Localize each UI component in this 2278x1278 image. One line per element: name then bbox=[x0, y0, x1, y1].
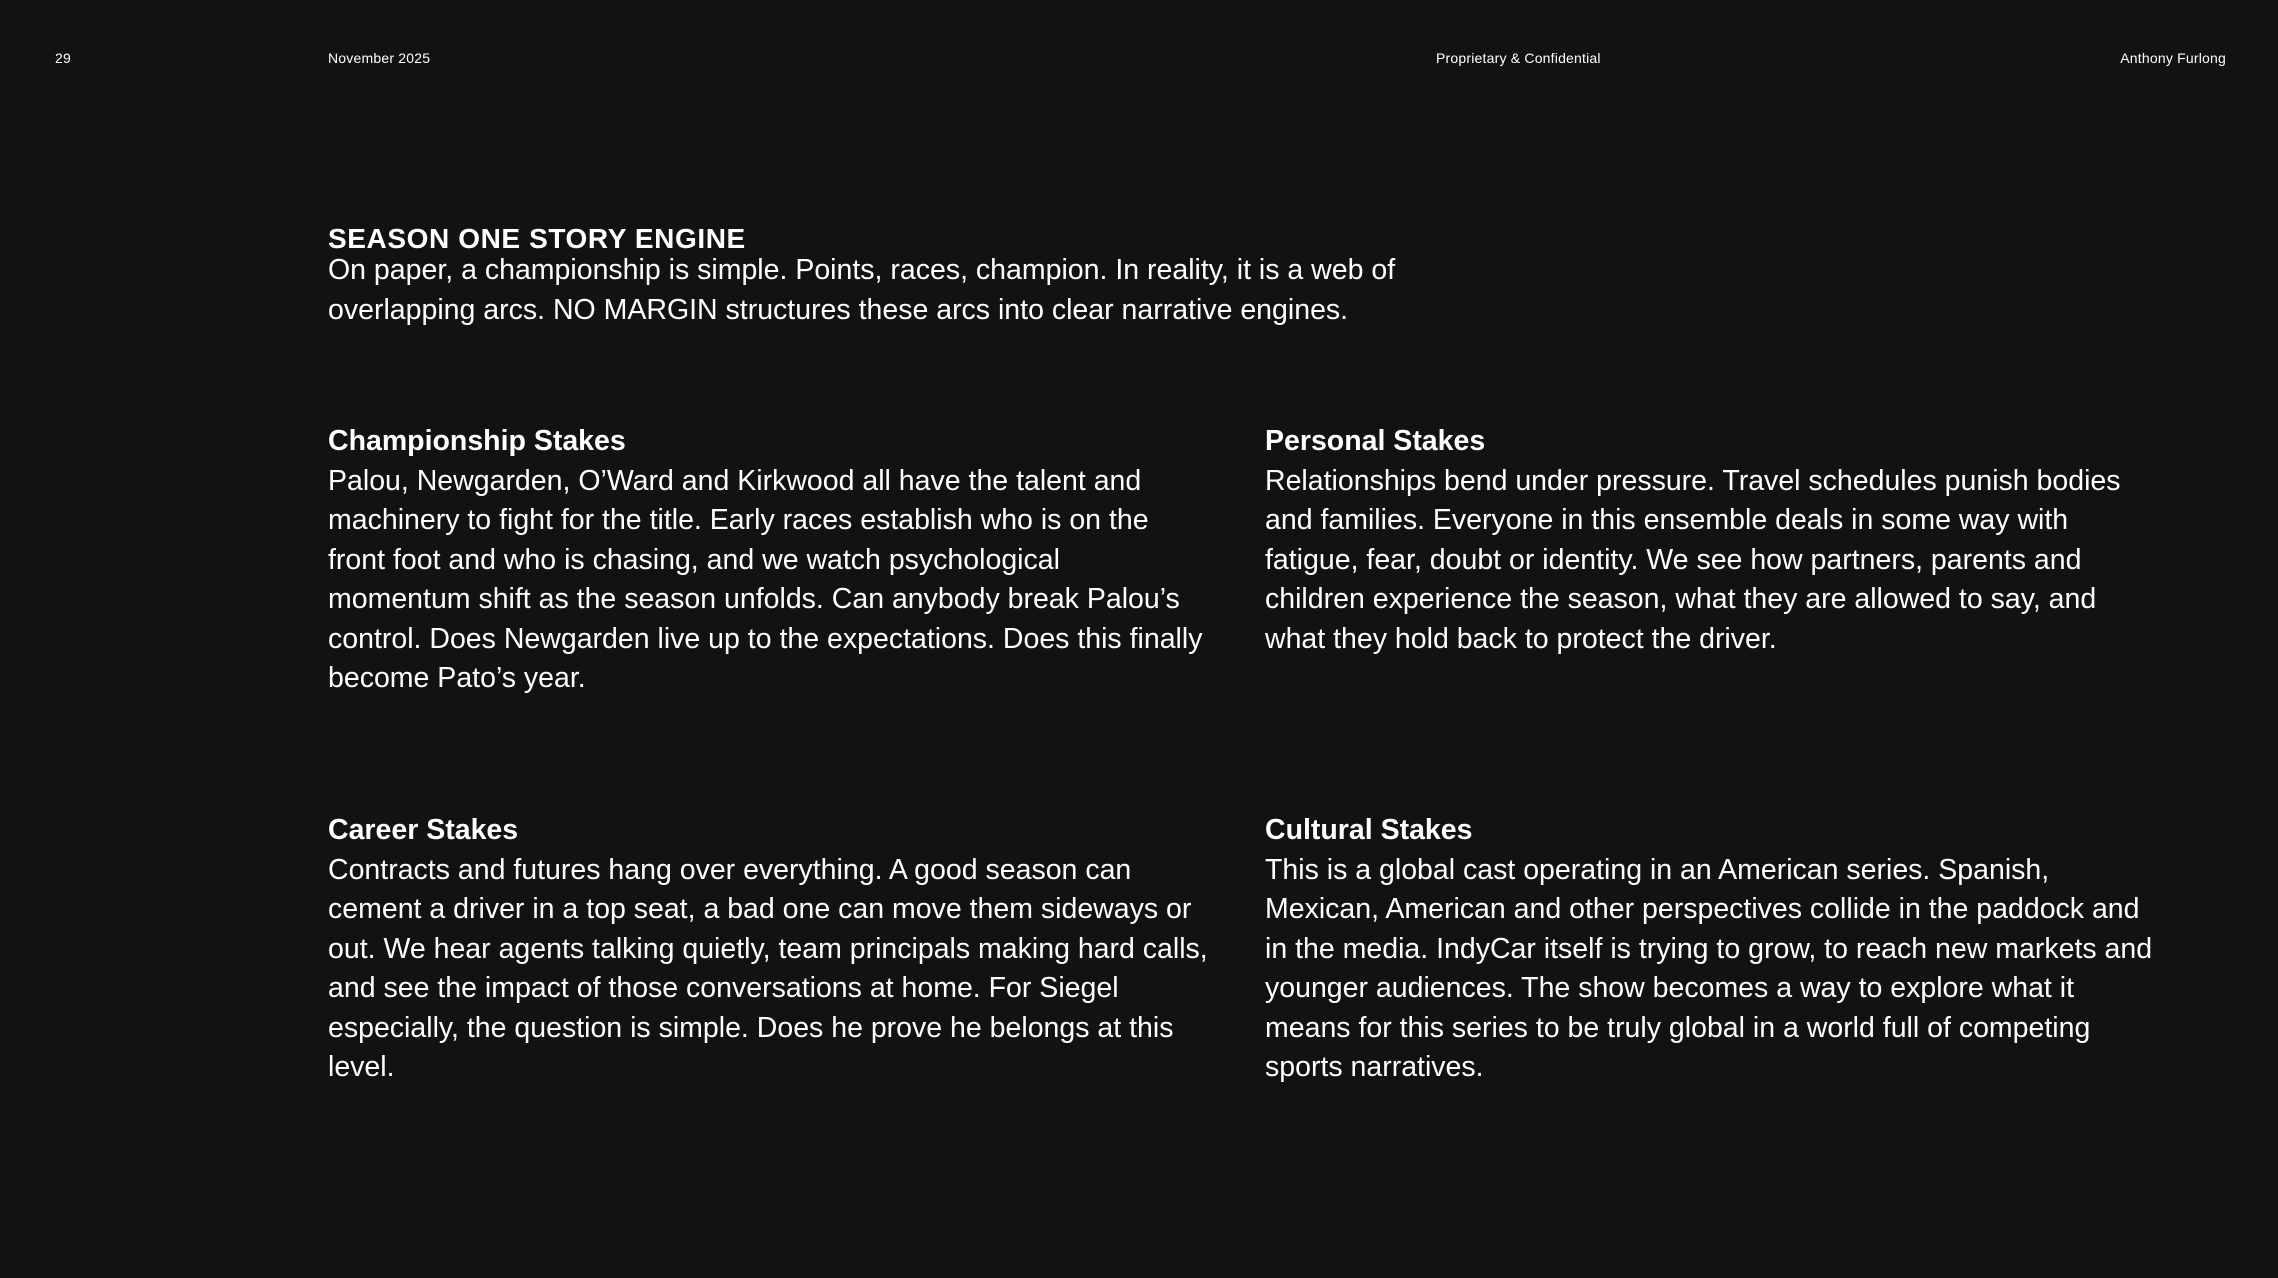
block-heading: Championship Stakes bbox=[328, 425, 626, 457]
section-intro: On paper, a championship is simple. Points, races, champion. In reality, it is a web of overlapping arcs. NO MARGIN structures these arcs into clear narrative engines. bbox=[328, 254, 1396, 326]
block-heading: Cultural Stakes bbox=[1265, 814, 1473, 846]
block-body: Relationships bend under pressure. Travel schedules punish bodies and families. Everyone in this ensemble deals in some way with fatigue, fear, doubt or identity. We see how partners, parents and children experience the season, what they are allowed to say, and what they hold back to protect the driver. bbox=[1265, 464, 2121, 655]
block-body: This is a global cast operating in an American series. Spanish, Mexican, American and other perspectives collide in the paddock and in the media. IndyCar itself is trying to grow, to reach new markets and younger audiences. The show becomes a way to explore what it means for this series to be truly global in a world full of competing sports narratives. bbox=[1265, 853, 2153, 1083]
page-number: 29 bbox=[55, 50, 71, 66]
cultural-stakes-block bbox=[1265, 811, 2155, 1088]
personal-stakes-block bbox=[1265, 422, 2155, 659]
block-heading: Career Stakes bbox=[328, 814, 519, 846]
header-author: Anthony Furlong bbox=[2120, 50, 2226, 66]
block-body: Palou, Newgarden, O’Ward and Kirkwood all have the talent and machinery to fight for the title. Early races establish who is on the front foot and who is chasing, and we watch psychological momentum shift as the season unfolds. Can anybody break Palou’s control. Does Newgarden live up to the expectations. Does this finally become Pato’s year. bbox=[328, 464, 1203, 694]
championship-stakes-block bbox=[328, 422, 1208, 699]
block-heading: Personal Stakes bbox=[1265, 425, 1486, 457]
header-date: November 2025 bbox=[328, 50, 431, 66]
confidentiality-notice: Proprietary & Confidential bbox=[1436, 50, 1601, 66]
block-body: Contracts and futures hang over everything. A good season can cement a driver in a top seat, a bad one can move them sideways or out. We hear agents talking quietly, team principals making hard calls, and see the impact of those conversations at home. For Siegel especially, the question is simple. Does he prove he belongs at this level. bbox=[328, 853, 1208, 1083]
career-stakes-block bbox=[328, 811, 1208, 1088]
section-title: SEASON ONE STORY ENGINE bbox=[328, 222, 746, 254]
